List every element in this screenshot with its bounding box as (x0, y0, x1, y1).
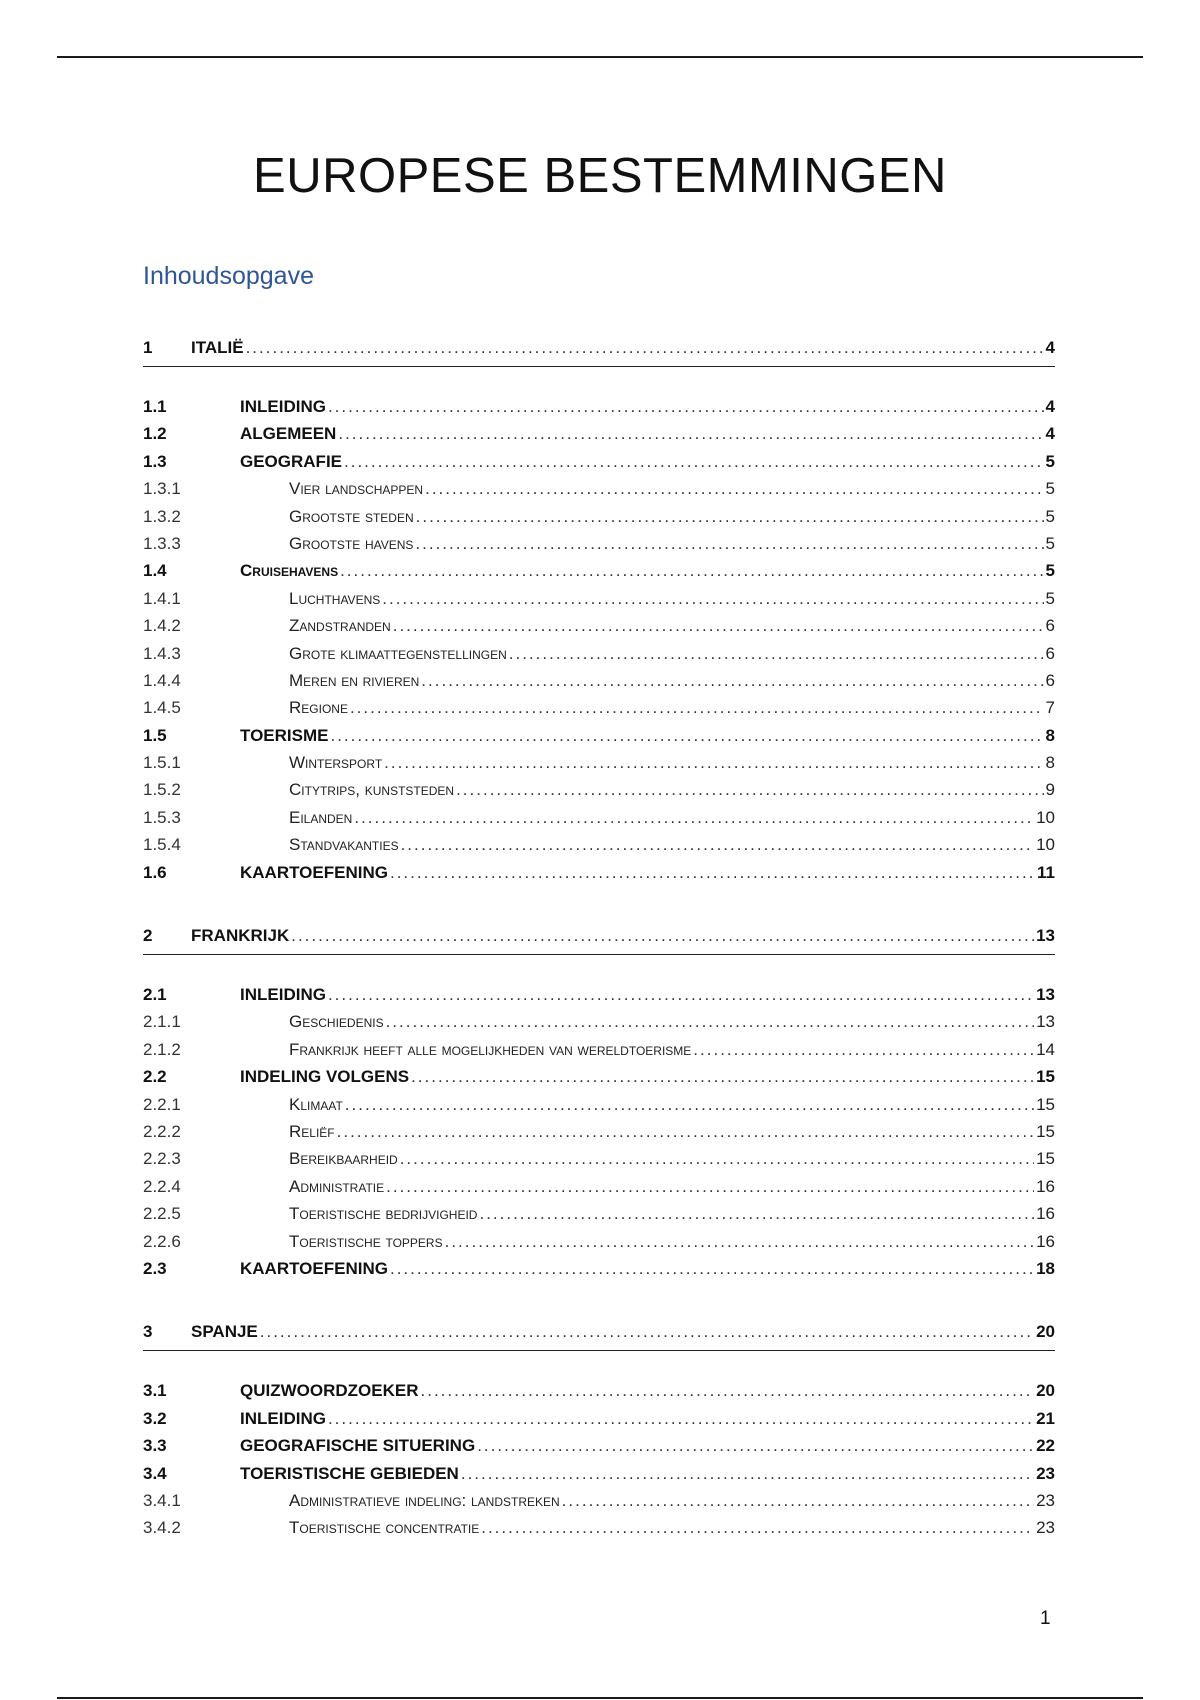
toc-dot-leader (328, 1409, 1034, 1429)
toc-entry-page: 15 (1036, 1149, 1055, 1169)
toc-subsection[interactable] (143, 671, 1055, 698)
toc-dot-leader (481, 1518, 1034, 1538)
toc-entry-number: 1.3.2 (143, 506, 181, 526)
toc-dot-leader (330, 726, 1043, 746)
toc-dot-leader (401, 835, 1035, 855)
toc-entry-page: 5 (1045, 533, 1055, 553)
toc-entry-page: 8 (1045, 725, 1055, 745)
toc-subsection[interactable] (143, 1232, 1055, 1259)
toc-dot-leader (382, 589, 1043, 609)
toc-section[interactable] (143, 452, 1055, 479)
toc-dot-leader (390, 863, 1035, 883)
toc-entry-number: 1.4.1 (143, 588, 181, 608)
toc-entry-page: 18 (1036, 1258, 1055, 1278)
toc-entry-title: KAARTOEFENING (240, 1258, 388, 1278)
toc-entry-page: 21 (1036, 1408, 1055, 1428)
toc-entry-title: KAARTOEFENING (240, 862, 388, 882)
toc-section[interactable] (143, 397, 1055, 424)
toc-entry-title: Citytrips, kunststeden (289, 780, 455, 800)
toc-entry-number: 2.2.2 (143, 1121, 181, 1141)
toc-section[interactable] (143, 561, 1055, 588)
toc-entry-page: 20 (1036, 1381, 1055, 1401)
toc-entry-number: 1.6 (143, 862, 167, 882)
toc-subsection[interactable] (143, 589, 1055, 616)
toc-entry-title: Toeristische concentratie (289, 1518, 480, 1538)
toc-entry-title: Grootste steden (289, 506, 414, 526)
toc-entry-page: 23 (1036, 1518, 1055, 1538)
toc-dot-leader (328, 397, 1044, 417)
toc-entry-title: INLEIDING (240, 985, 326, 1005)
toc-section[interactable] (143, 424, 1055, 451)
toc-entry-page: 5 (1045, 561, 1055, 581)
toc-entry-page: 13 (1036, 1012, 1055, 1032)
toc-entry-page: 9 (1045, 780, 1055, 800)
toc-entry-title: Geschiedenis (289, 1012, 384, 1032)
toc-entry-page: 6 (1045, 616, 1055, 636)
toc-entry-number: 3.4.1 (143, 1490, 181, 1510)
toc-entry-number: 1.5.3 (143, 807, 181, 827)
toc-dot-leader (415, 534, 1043, 554)
toc-subsection[interactable] (143, 1518, 1055, 1545)
toc-entry-title: Eilanden (289, 807, 353, 827)
toc-entry-page: 23 (1036, 1490, 1055, 1510)
toc-entry-title: INLEIDING (240, 397, 326, 416)
toc-subsection[interactable] (143, 835, 1055, 862)
toc-subsection[interactable] (143, 507, 1055, 534)
toc-subsection[interactable] (143, 808, 1055, 835)
toc-section[interactable] (143, 726, 1055, 753)
toc-entry-page: 10 (1036, 835, 1055, 855)
toc-dot-leader (260, 1322, 1034, 1342)
toc-entry-number: 3 (143, 1322, 153, 1342)
toc-entry-number: 1.2 (143, 424, 167, 444)
toc-dot-leader (461, 1464, 1034, 1484)
toc-section[interactable] (143, 1259, 1055, 1286)
toc-section[interactable] (143, 1409, 1055, 1436)
toc-dot-leader (390, 1259, 1034, 1279)
toc-section[interactable] (143, 863, 1055, 890)
toc-section[interactable] (143, 1436, 1055, 1463)
toc-entry-page: 4 (1045, 338, 1055, 357)
toc-entry-number: 2.2.4 (143, 1176, 181, 1196)
toc-dot-leader (509, 644, 1044, 664)
toc-dot-leader (345, 1095, 1034, 1115)
toc-entry-title: Regione (289, 698, 348, 718)
toc-entry-title: Toeristische toppers (289, 1231, 443, 1251)
document-title: EUROPESE BESTEMMINGEN (253, 149, 947, 203)
toc-subsection[interactable] (143, 616, 1055, 643)
toc-entry-number: 2.2.5 (143, 1204, 181, 1224)
toc-entry-number: 1.4 (143, 561, 167, 581)
toc-subsection[interactable] (143, 534, 1055, 561)
toc-entry-title: GEOGRAFISCHE SITUERING (240, 1436, 476, 1456)
toc-subsection[interactable] (143, 1012, 1055, 1039)
toc-entry-number: 3.3 (143, 1436, 167, 1456)
toc-entry-page: 5 (1045, 479, 1055, 499)
toc-dot-leader (386, 1012, 1035, 1032)
toc-entry-page: 16 (1036, 1231, 1055, 1251)
toc-subsection[interactable] (143, 644, 1055, 671)
toc-subsection[interactable] (143, 753, 1055, 780)
toc-heading: Inhoudsopgave (143, 262, 314, 290)
toc-entry-title: GEOGRAFIE (240, 451, 343, 471)
toc-entry-number: 1.3.1 (143, 479, 181, 499)
toc-dot-leader (421, 1381, 1035, 1401)
toc-entry-page: 5 (1045, 588, 1055, 608)
toc-entry-title: Grootste havens (289, 533, 414, 553)
toc-entry-page: 11 (1037, 862, 1055, 882)
toc-entry-page: 15 (1036, 1094, 1055, 1114)
toc-dot-leader (340, 561, 1043, 581)
toc-entry-number: 1.4.2 (143, 616, 181, 636)
toc-entry-number: 1.4.3 (143, 643, 181, 663)
toc-dot-leader (562, 1491, 1034, 1511)
toc-entry-title: ITALIË (191, 338, 244, 357)
toc-entry-number: 1.4.4 (143, 670, 181, 690)
toc-entry-title: INLEIDING (240, 1408, 326, 1428)
toc-entry-page: 16 (1036, 1204, 1055, 1224)
toc-entry-page: 13 (1036, 985, 1055, 1005)
toc-entry-number: 1.5.1 (143, 753, 181, 773)
toc-entry-title: Administratieve indeling: landstreken (289, 1490, 560, 1510)
toc-entry-title: Meren en rivieren (289, 670, 420, 690)
toc-dot-leader (393, 616, 1044, 636)
toc-entry-number: 2 (143, 926, 153, 946)
toc-entry-title: Grote klimaattegenstellingen (289, 643, 507, 663)
footer-rule (57, 1697, 1143, 1699)
toc-entry-page: 22 (1036, 1436, 1055, 1456)
page-number: 1 (1040, 1608, 1051, 1629)
header-rule (57, 56, 1143, 58)
toc-dot-leader (291, 926, 1034, 946)
toc-entry-page: 6 (1045, 670, 1055, 690)
toc-chapter[interactable] (143, 926, 1055, 955)
toc-entry-title: Reliëf (289, 1121, 335, 1141)
toc-dot-leader (445, 1232, 1034, 1252)
toc-entry-page: 13 (1036, 926, 1055, 946)
toc-entry-title: TOERISTISCHE GEBIEDEN (240, 1463, 459, 1483)
toc-subsection[interactable] (143, 1149, 1055, 1176)
toc-entry-number: 1.3.3 (143, 533, 181, 553)
toc-entry-number: 1.5.4 (143, 835, 181, 855)
toc-entry-page: 5 (1045, 506, 1055, 526)
toc-subsection[interactable] (143, 1204, 1055, 1231)
toc-dot-leader (328, 985, 1034, 1005)
toc-entry-title: Luchthavens (289, 588, 381, 608)
toc-subsection[interactable] (143, 1177, 1055, 1204)
toc-entry-number: 2.1.2 (143, 1039, 181, 1059)
toc-entry-page: 15 (1036, 1067, 1055, 1087)
toc-dot-leader (693, 1040, 1034, 1060)
toc-entry-number: 1.3 (143, 451, 167, 471)
toc-section[interactable] (143, 1067, 1055, 1094)
toc-entry-number: 2.1 (143, 985, 167, 1005)
toc-entry-page: 6 (1045, 643, 1055, 663)
toc-entry-title: Zandstranden (289, 616, 391, 636)
toc-dot-leader (337, 1122, 1034, 1142)
toc-entry-number: 2.1.1 (143, 1012, 181, 1032)
toc-dot-leader (411, 1067, 1034, 1087)
toc-entry-number: 2.2.1 (143, 1094, 181, 1114)
toc-subsection[interactable] (143, 780, 1055, 807)
toc-dot-leader (354, 808, 1034, 828)
toc-entry-number: 3.2 (143, 1408, 167, 1428)
toc-chapter[interactable] (143, 1322, 1055, 1351)
toc-dot-leader (400, 1149, 1034, 1169)
toc-entry-title: Vier landschappen (289, 479, 424, 499)
toc-entry-number: 2.3 (143, 1258, 167, 1278)
toc-entry-page: 23 (1036, 1463, 1055, 1483)
toc-entry-title: INDELING VOLGENS (240, 1067, 410, 1087)
toc-dot-leader (416, 507, 1044, 527)
toc-entry-number: 3.4.2 (143, 1518, 181, 1538)
toc-entry-title: Klimaat (289, 1094, 343, 1114)
toc-entry-title: FRANKRIJK (191, 926, 290, 946)
toc-entry-number: 3.1 (143, 1381, 167, 1401)
toc-entry-page: 15 (1036, 1121, 1055, 1141)
toc-subsection[interactable] (143, 1095, 1055, 1122)
toc-entry-title: Standvakanties (289, 835, 399, 855)
toc-entry-page: 7 (1045, 698, 1055, 718)
toc-entry-title: SPANJE (191, 1322, 258, 1342)
toc-subsection[interactable] (143, 1491, 1055, 1518)
toc-entry-title: Toeristische bedrijvigheid (289, 1204, 478, 1224)
toc-entry-title: TOERISME (240, 725, 329, 745)
toc-dot-leader (338, 424, 1043, 444)
toc-dot-leader (477, 1436, 1034, 1456)
toc-entry-page: 4 (1045, 397, 1055, 416)
toc-dot-leader (456, 780, 1043, 800)
toc-entry-title: Administratie (289, 1176, 385, 1196)
toc-entry-title: QUIZWOORDZOEKER (240, 1381, 419, 1401)
toc-section[interactable] (143, 985, 1055, 1012)
toc-chapter[interactable] (143, 338, 1055, 367)
toc-entry-title: Frankrijk heeft alle mogelijkheden van wereldtoerisme (289, 1039, 692, 1059)
toc-entry-page: 20 (1036, 1322, 1055, 1342)
toc-entry-page: 8 (1045, 753, 1055, 773)
toc-subsection[interactable] (143, 479, 1055, 506)
toc-subsection[interactable] (143, 1040, 1055, 1067)
toc-subsection[interactable] (143, 1122, 1055, 1149)
toc-dot-leader (421, 671, 1043, 691)
toc-subsection[interactable] (143, 698, 1055, 725)
toc-entry-number: 3.4 (143, 1463, 167, 1483)
toc-entry-title: ALGEMEEN (240, 424, 337, 444)
toc-entry-number: 2.2.3 (143, 1149, 181, 1169)
toc-entry-page: 10 (1036, 807, 1055, 827)
toc-dot-leader (344, 452, 1044, 472)
toc-entry-number: 1.5 (143, 725, 167, 745)
toc-entry-number: 1.5.2 (143, 780, 181, 800)
toc-entry-number: 1.1 (143, 397, 167, 416)
toc-entry-title: Cruisehavens (240, 561, 339, 581)
toc-entry-title: Bereikbaarheid (289, 1149, 398, 1169)
toc-entry-number: 2.2 (143, 1067, 167, 1087)
toc-section[interactable] (143, 1381, 1055, 1408)
toc-entry-title: Wintersport (289, 753, 383, 773)
toc-entry-number: 1.4.5 (143, 698, 181, 718)
toc-dot-leader (386, 1177, 1034, 1197)
toc-entry-page: 16 (1036, 1176, 1055, 1196)
toc-dot-leader (425, 479, 1043, 499)
toc-section[interactable] (143, 1464, 1055, 1491)
toc-entry-number: 1 (143, 338, 153, 357)
toc-dot-leader (350, 698, 1044, 718)
toc-dot-leader (479, 1204, 1034, 1224)
toc-entry-page: 4 (1045, 424, 1055, 444)
table-of-contents (143, 338, 1055, 1546)
toc-entry-page: 5 (1045, 451, 1055, 471)
toc-dot-leader (384, 753, 1043, 773)
toc-entry-page: 14 (1036, 1039, 1055, 1059)
toc-dot-leader (246, 338, 1044, 358)
toc-entry-number: 2.2.6 (143, 1231, 181, 1251)
